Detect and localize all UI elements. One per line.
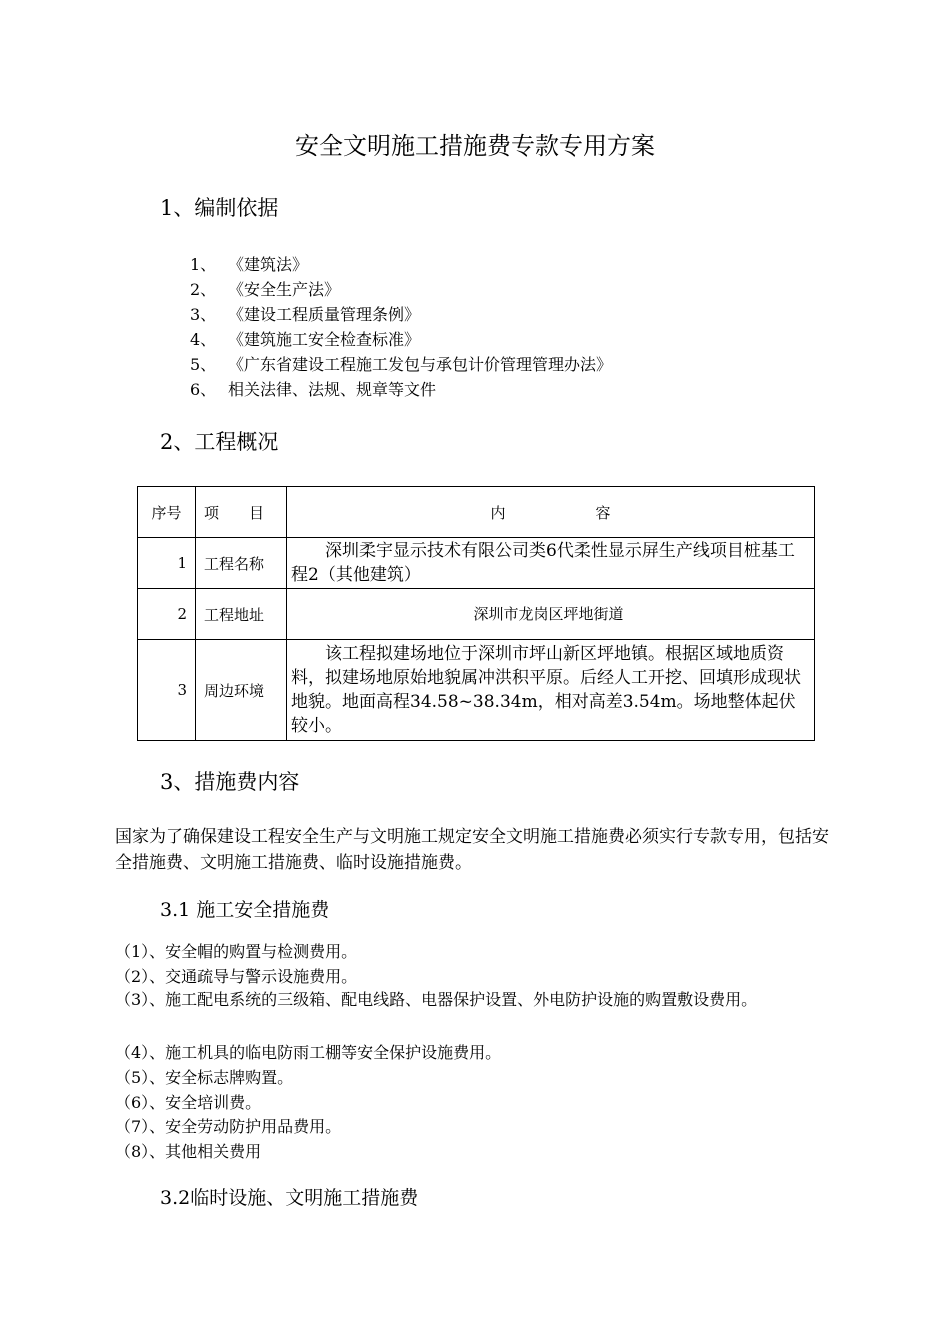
reference-item — [190, 377, 436, 400]
reference-text: 《建筑施工安全检查标准》 — [228, 330, 421, 349]
section2-heading: 2、工程概况 — [160, 430, 279, 454]
table-row — [138, 640, 815, 741]
row-item: 周边环境 — [196, 640, 287, 741]
header-content: 内 容 — [287, 487, 815, 538]
subsection-3-1-heading: 3.1 施工安全措施费 — [160, 899, 330, 921]
reference-text: 《建筑法》 — [228, 255, 309, 274]
project-overview-table — [137, 486, 815, 741]
row-content: 深圳柔宇显示技术有限公司类6代柔性显示屏生产线项目桩基工程2（其他建筑） — [287, 538, 815, 589]
table-row — [138, 589, 815, 640]
reference-item — [190, 327, 420, 350]
row-content: 该工程拟建场地位于深圳市坪山新区坪地镇。根据区域地质资料，拟建场地原始地貌属冲洪积平原。后经人工开挖、回填形成现状地貌。地面高程34.58~38.34m，相对高差3.54m。场地整体起伏较小。 — [287, 640, 815, 741]
reference-item — [190, 277, 340, 300]
table-row — [138, 538, 815, 589]
list-item: （8）、其他相关费用 — [115, 1142, 262, 1161]
list-item: （7）、安全劳动防护用品费用。 — [115, 1117, 342, 1136]
header-item: 项 目 — [196, 487, 287, 538]
reference-text: 相关法律、法规、规章等文件 — [228, 380, 437, 399]
row-item: 工程地址 — [196, 589, 287, 640]
section3-heading: 3、措施费内容 — [160, 770, 300, 794]
document-title: 安全文明施工措施费专款专用方案 — [295, 132, 655, 160]
section1-heading: 1、编制依据 — [160, 196, 279, 220]
list-item: （3）、施工配电系统的三级箱、配电线路、电器保护设置、外电防护设施的购置敷设费用。 — [115, 990, 758, 1009]
header-no: 序号 — [138, 487, 196, 538]
reference-item — [190, 252, 308, 275]
list-item: （2）、交通疏导与警示设施费用。 — [115, 967, 358, 986]
table-header-row — [138, 487, 815, 538]
row-item: 工程名称 — [196, 538, 287, 589]
row-no: 1 — [138, 538, 196, 589]
list-item: （4）、施工机具的临电防雨工棚等安全保护设施费用。 — [115, 1043, 502, 1062]
subsection-3-2-heading: 3.2临时设施、文明施工措施费 — [160, 1187, 419, 1209]
reference-number: 6、 — [190, 380, 217, 399]
reference-item — [190, 302, 420, 325]
list-item: （5）、安全标志牌购置。 — [115, 1068, 294, 1087]
row-no: 3 — [138, 640, 196, 741]
reference-text: 《安全生产法》 — [228, 280, 341, 299]
list-item: （6）、安全培训费。 — [115, 1093, 262, 1112]
section3-intro: 国家为了确保建设工程安全生产与文明施工规定安全文明施工措施费必须实行专款专用，包括安全措施费、文明施工措施费、临时设施措施费。 — [115, 827, 829, 873]
reference-number: 4、 — [190, 330, 217, 349]
list-item: （1）、安全帽的购置与检测费用。 — [115, 942, 358, 961]
reference-text: 《广东省建设工程施工发包与承包计价管理管理办法》 — [228, 355, 613, 374]
reference-number: 3、 — [190, 305, 217, 324]
row-no: 2 — [138, 589, 196, 640]
reference-number: 2、 — [190, 280, 217, 299]
reference-number: 5、 — [190, 355, 217, 374]
reference-text: 《建设工程质量管理条例》 — [228, 305, 421, 324]
reference-item — [190, 352, 612, 375]
row-content: 深圳市龙岗区坪地街道 — [287, 589, 815, 640]
reference-number: 1、 — [190, 255, 217, 274]
